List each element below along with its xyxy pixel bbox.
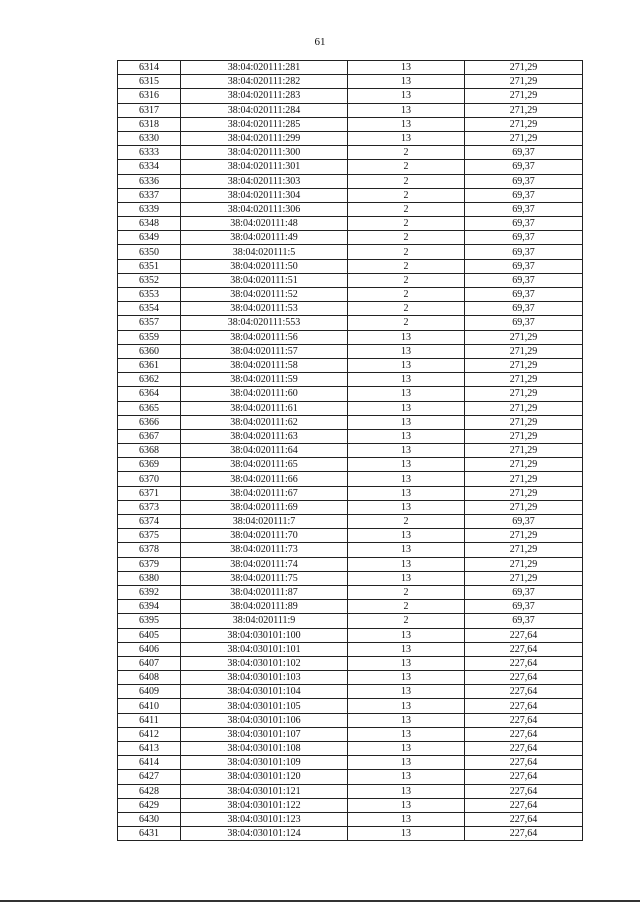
row-number-cell: 6371	[118, 486, 181, 500]
quantity-cell: 13	[348, 444, 465, 458]
table-row	[118, 444, 583, 458]
value-cell: 69,37	[465, 245, 583, 259]
page-number: 61	[314, 36, 326, 48]
cadastral-number-cell: 38:04:020111:7	[181, 515, 348, 529]
quantity-cell: 2	[348, 273, 465, 287]
quantity-cell: 13	[348, 103, 465, 117]
cadastral-number-cell: 38:04:030101:120	[181, 770, 348, 784]
row-number-cell: 6316	[118, 89, 181, 103]
quantity-cell: 13	[348, 358, 465, 372]
table-row	[118, 358, 583, 372]
row-number-cell: 6314	[118, 61, 181, 75]
quantity-cell: 13	[348, 742, 465, 756]
quantity-cell: 2	[348, 316, 465, 330]
table-row	[118, 259, 583, 273]
table-row	[118, 756, 583, 770]
row-number-cell: 6337	[118, 188, 181, 202]
cadastral-number-cell: 38:04:020111:49	[181, 231, 348, 245]
quantity-cell: 13	[348, 486, 465, 500]
cadastral-number-cell: 38:04:020111:57	[181, 344, 348, 358]
quantity-cell: 13	[348, 713, 465, 727]
row-number-cell: 6352	[118, 273, 181, 287]
quantity-cell: 2	[348, 217, 465, 231]
row-number-cell: 6409	[118, 685, 181, 699]
value-cell: 271,29	[465, 103, 583, 117]
row-number-cell: 6317	[118, 103, 181, 117]
cadastral-number-cell: 38:04:020111:304	[181, 188, 348, 202]
value-cell: 69,37	[465, 585, 583, 599]
value-cell: 271,29	[465, 344, 583, 358]
cadastral-number-cell: 38:04:020111:306	[181, 202, 348, 216]
cadastral-number-cell: 38:04:030101:103	[181, 671, 348, 685]
row-number-cell: 6428	[118, 784, 181, 798]
cadastral-number-cell: 38:04:020111:281	[181, 61, 348, 75]
cadastral-number-cell: 38:04:020111:282	[181, 75, 348, 89]
row-number-cell: 6315	[118, 75, 181, 89]
cadastral-number-cell: 38:04:020111:62	[181, 415, 348, 429]
value-cell: 227,64	[465, 727, 583, 741]
quantity-cell: 2	[348, 202, 465, 216]
row-number-cell: 6379	[118, 557, 181, 571]
table-row	[118, 472, 583, 486]
table-row	[118, 131, 583, 145]
value-cell: 271,29	[465, 571, 583, 585]
quantity-cell: 2	[348, 188, 465, 202]
quantity-cell: 13	[348, 770, 465, 784]
value-cell: 271,29	[465, 61, 583, 75]
table-row	[118, 387, 583, 401]
cadastral-number-cell: 38:04:020111:299	[181, 131, 348, 145]
quantity-cell: 13	[348, 571, 465, 585]
value-cell: 271,29	[465, 529, 583, 543]
row-number-cell: 6367	[118, 429, 181, 443]
cadastral-number-cell: 38:04:020111:63	[181, 429, 348, 443]
table-row	[118, 302, 583, 316]
quantity-cell: 13	[348, 727, 465, 741]
cadastral-number-cell: 38:04:020111:48	[181, 217, 348, 231]
value-cell: 227,64	[465, 812, 583, 826]
row-number-cell: 6412	[118, 727, 181, 741]
value-cell: 227,64	[465, 827, 583, 841]
cadastral-number-cell: 38:04:030101:102	[181, 656, 348, 670]
value-cell: 227,64	[465, 756, 583, 770]
cadastral-table	[117, 60, 583, 841]
table-row	[118, 146, 583, 160]
quantity-cell: 13	[348, 401, 465, 415]
cadastral-number-cell: 38:04:030101:104	[181, 685, 348, 699]
row-number-cell: 6354	[118, 302, 181, 316]
value-cell: 271,29	[465, 358, 583, 372]
table-row	[118, 543, 583, 557]
row-number-cell: 6380	[118, 571, 181, 585]
row-number-cell: 6361	[118, 358, 181, 372]
row-number-cell: 6360	[118, 344, 181, 358]
row-number-cell: 6336	[118, 174, 181, 188]
value-cell: 227,64	[465, 770, 583, 784]
table-row	[118, 727, 583, 741]
quantity-cell: 13	[348, 798, 465, 812]
table-row	[118, 500, 583, 514]
cadastral-number-cell: 38:04:020111:284	[181, 103, 348, 117]
row-number-cell: 6348	[118, 217, 181, 231]
row-number-cell: 6359	[118, 330, 181, 344]
quantity-cell: 2	[348, 259, 465, 273]
row-number-cell: 6318	[118, 117, 181, 131]
cadastral-number-cell: 38:04:020111:303	[181, 174, 348, 188]
row-number-cell: 6392	[118, 585, 181, 599]
row-number-cell: 6378	[118, 543, 181, 557]
quantity-cell: 13	[348, 373, 465, 387]
value-cell: 271,29	[465, 415, 583, 429]
value-cell: 69,37	[465, 316, 583, 330]
value-cell: 227,64	[465, 713, 583, 727]
value-cell: 271,29	[465, 444, 583, 458]
row-number-cell: 6375	[118, 529, 181, 543]
value-cell: 271,29	[465, 373, 583, 387]
quantity-cell: 13	[348, 529, 465, 543]
row-number-cell: 6427	[118, 770, 181, 784]
table-row	[118, 429, 583, 443]
table-row	[118, 713, 583, 727]
quantity-cell: 2	[348, 515, 465, 529]
table-row	[118, 614, 583, 628]
quantity-cell: 13	[348, 472, 465, 486]
page-bottom-rule	[0, 900, 640, 902]
value-cell: 271,29	[465, 543, 583, 557]
quantity-cell: 13	[348, 387, 465, 401]
row-number-cell: 6414	[118, 756, 181, 770]
value-cell: 271,29	[465, 89, 583, 103]
row-number-cell: 6366	[118, 415, 181, 429]
table-row	[118, 75, 583, 89]
table-row	[118, 202, 583, 216]
cadastral-number-cell: 38:04:030101:109	[181, 756, 348, 770]
cadastral-number-cell: 38:04:020111:283	[181, 89, 348, 103]
table-row	[118, 685, 583, 699]
table-row	[118, 373, 583, 387]
row-number-cell: 6394	[118, 600, 181, 614]
row-number-cell: 6411	[118, 713, 181, 727]
value-cell: 227,64	[465, 671, 583, 685]
cadastral-number-cell: 38:04:020111:300	[181, 146, 348, 160]
quantity-cell: 13	[348, 543, 465, 557]
value-cell: 227,64	[465, 685, 583, 699]
table-row	[118, 827, 583, 841]
cadastral-number-cell: 38:04:030101:108	[181, 742, 348, 756]
table-row	[118, 770, 583, 784]
table-row	[118, 656, 583, 670]
value-cell: 271,29	[465, 131, 583, 145]
table-row	[118, 798, 583, 812]
table-row	[118, 458, 583, 472]
row-number-cell: 6430	[118, 812, 181, 826]
row-number-cell: 6349	[118, 231, 181, 245]
cadastral-number-cell: 38:04:020111:89	[181, 600, 348, 614]
table-row	[118, 486, 583, 500]
cadastral-number-cell: 38:04:020111:70	[181, 529, 348, 543]
value-cell: 227,64	[465, 784, 583, 798]
table-row	[118, 557, 583, 571]
value-cell: 69,37	[465, 188, 583, 202]
table-row	[118, 160, 583, 174]
value-cell: 69,37	[465, 146, 583, 160]
cadastral-number-cell: 38:04:020111:73	[181, 543, 348, 557]
value-cell: 69,37	[465, 288, 583, 302]
value-cell: 271,29	[465, 401, 583, 415]
table-row	[118, 273, 583, 287]
cadastral-number-cell: 38:04:030101:100	[181, 628, 348, 642]
quantity-cell: 13	[348, 89, 465, 103]
row-number-cell: 6351	[118, 259, 181, 273]
row-number-cell: 6431	[118, 827, 181, 841]
quantity-cell: 13	[348, 500, 465, 514]
value-cell: 69,37	[465, 302, 583, 316]
quantity-cell: 2	[348, 245, 465, 259]
quantity-cell: 13	[348, 429, 465, 443]
table-row	[118, 571, 583, 585]
row-number-cell: 6368	[118, 444, 181, 458]
table-row	[118, 174, 583, 188]
row-number-cell: 6364	[118, 387, 181, 401]
row-number-cell: 6369	[118, 458, 181, 472]
value-cell: 227,64	[465, 656, 583, 670]
value-cell: 271,29	[465, 117, 583, 131]
cadastral-number-cell: 38:04:030101:105	[181, 699, 348, 713]
table-body	[118, 61, 583, 841]
row-number-cell: 6362	[118, 373, 181, 387]
row-number-cell: 6408	[118, 671, 181, 685]
table-row	[118, 188, 583, 202]
cadastral-number-cell: 38:04:030101:121	[181, 784, 348, 798]
value-cell: 271,29	[465, 387, 583, 401]
row-number-cell: 6330	[118, 131, 181, 145]
cadastral-number-cell: 38:04:020111:67	[181, 486, 348, 500]
cadastral-number-cell: 38:04:020111:60	[181, 387, 348, 401]
value-cell: 271,29	[465, 330, 583, 344]
row-number-cell: 6339	[118, 202, 181, 216]
cadastral-number-cell: 38:04:020111:53	[181, 302, 348, 316]
quantity-cell: 13	[348, 671, 465, 685]
cadastral-number-cell: 38:04:020111:50	[181, 259, 348, 273]
quantity-cell: 13	[348, 557, 465, 571]
quantity-cell: 2	[348, 231, 465, 245]
cadastral-number-cell: 38:04:020111:285	[181, 117, 348, 131]
value-cell: 69,37	[465, 160, 583, 174]
cadastral-number-cell: 38:04:020111:74	[181, 557, 348, 571]
quantity-cell: 2	[348, 174, 465, 188]
value-cell: 69,37	[465, 273, 583, 287]
row-number-cell: 6429	[118, 798, 181, 812]
cadastral-number-cell: 38:04:020111:301	[181, 160, 348, 174]
cadastral-number-cell: 38:04:030101:122	[181, 798, 348, 812]
table-row	[118, 515, 583, 529]
table-row	[118, 316, 583, 330]
cadastral-number-cell: 38:04:020111:66	[181, 472, 348, 486]
cadastral-number-cell: 38:04:030101:107	[181, 727, 348, 741]
quantity-cell: 13	[348, 685, 465, 699]
quantity-cell: 13	[348, 344, 465, 358]
value-cell: 271,29	[465, 486, 583, 500]
quantity-cell: 2	[348, 160, 465, 174]
value-cell: 227,64	[465, 699, 583, 713]
value-cell: 69,37	[465, 600, 583, 614]
value-cell: 69,37	[465, 231, 583, 245]
value-cell: 69,37	[465, 259, 583, 273]
cadastral-number-cell: 38:04:020111:87	[181, 585, 348, 599]
cadastral-number-cell: 38:04:030101:101	[181, 642, 348, 656]
value-cell: 271,29	[465, 500, 583, 514]
row-number-cell: 6350	[118, 245, 181, 259]
quantity-cell: 13	[348, 699, 465, 713]
quantity-cell: 13	[348, 458, 465, 472]
quantity-cell: 13	[348, 784, 465, 798]
cadastral-number-cell: 38:04:030101:106	[181, 713, 348, 727]
table-row	[118, 742, 583, 756]
value-cell: 69,37	[465, 515, 583, 529]
value-cell: 69,37	[465, 217, 583, 231]
cadastral-number-cell: 38:04:020111:5	[181, 245, 348, 259]
quantity-cell: 13	[348, 61, 465, 75]
table-row	[118, 784, 583, 798]
value-cell: 227,64	[465, 628, 583, 642]
quantity-cell: 13	[348, 75, 465, 89]
table-row	[118, 585, 583, 599]
table-row	[118, 628, 583, 642]
table-row	[118, 600, 583, 614]
value-cell: 227,64	[465, 642, 583, 656]
row-number-cell: 6410	[118, 699, 181, 713]
value-cell: 271,29	[465, 472, 583, 486]
cadastral-number-cell: 38:04:030101:123	[181, 812, 348, 826]
quantity-cell: 13	[348, 827, 465, 841]
quantity-cell: 13	[348, 628, 465, 642]
row-number-cell: 6333	[118, 146, 181, 160]
row-number-cell: 6365	[118, 401, 181, 415]
value-cell: 69,37	[465, 614, 583, 628]
quantity-cell: 2	[348, 146, 465, 160]
row-number-cell: 6373	[118, 500, 181, 514]
cadastral-number-cell: 38:04:020111:51	[181, 273, 348, 287]
row-number-cell: 6413	[118, 742, 181, 756]
quantity-cell: 2	[348, 302, 465, 316]
quantity-cell: 13	[348, 330, 465, 344]
table-row	[118, 671, 583, 685]
row-number-cell: 6334	[118, 160, 181, 174]
row-number-cell: 6395	[118, 614, 181, 628]
cadastral-number-cell: 38:04:030101:124	[181, 827, 348, 841]
table-row	[118, 231, 583, 245]
table-row	[118, 699, 583, 713]
cadastral-number-cell: 38:04:020111:75	[181, 571, 348, 585]
table-row	[118, 89, 583, 103]
table-row	[118, 117, 583, 131]
quantity-cell: 13	[348, 756, 465, 770]
row-number-cell: 6407	[118, 656, 181, 670]
quantity-cell: 13	[348, 656, 465, 670]
row-number-cell: 6406	[118, 642, 181, 656]
quantity-cell: 13	[348, 131, 465, 145]
value-cell: 69,37	[465, 202, 583, 216]
quantity-cell: 13	[348, 642, 465, 656]
cadastral-number-cell: 38:04:020111:553	[181, 316, 348, 330]
cadastral-number-cell: 38:04:020111:9	[181, 614, 348, 628]
quantity-cell: 13	[348, 415, 465, 429]
table-row	[118, 330, 583, 344]
value-cell: 227,64	[465, 798, 583, 812]
value-cell: 69,37	[465, 174, 583, 188]
row-number-cell: 6374	[118, 515, 181, 529]
value-cell: 271,29	[465, 429, 583, 443]
value-cell: 227,64	[465, 742, 583, 756]
row-number-cell: 6357	[118, 316, 181, 330]
value-cell: 271,29	[465, 75, 583, 89]
quantity-cell: 13	[348, 812, 465, 826]
value-cell: 271,29	[465, 557, 583, 571]
cadastral-number-cell: 38:04:020111:61	[181, 401, 348, 415]
table-row	[118, 529, 583, 543]
cadastral-number-cell: 38:04:020111:64	[181, 444, 348, 458]
quantity-cell: 2	[348, 614, 465, 628]
cadastral-number-cell: 38:04:020111:69	[181, 500, 348, 514]
quantity-cell: 2	[348, 585, 465, 599]
table-row	[118, 245, 583, 259]
table-row	[118, 103, 583, 117]
cadastral-number-cell: 38:04:020111:59	[181, 373, 348, 387]
cadastral-number-cell: 38:04:020111:56	[181, 330, 348, 344]
row-number-cell: 6353	[118, 288, 181, 302]
row-number-cell: 6370	[118, 472, 181, 486]
table-row	[118, 344, 583, 358]
cadastral-number-cell: 38:04:020111:52	[181, 288, 348, 302]
cadastral-number-cell: 38:04:020111:65	[181, 458, 348, 472]
cadastral-number-cell: 38:04:020111:58	[181, 358, 348, 372]
quantity-cell: 2	[348, 600, 465, 614]
table-row	[118, 642, 583, 656]
table-row	[118, 61, 583, 75]
table-row	[118, 288, 583, 302]
quantity-cell: 13	[348, 117, 465, 131]
table-row	[118, 401, 583, 415]
row-number-cell: 6405	[118, 628, 181, 642]
table-row	[118, 812, 583, 826]
table-row	[118, 415, 583, 429]
value-cell: 271,29	[465, 458, 583, 472]
quantity-cell: 2	[348, 288, 465, 302]
table-row	[118, 217, 583, 231]
